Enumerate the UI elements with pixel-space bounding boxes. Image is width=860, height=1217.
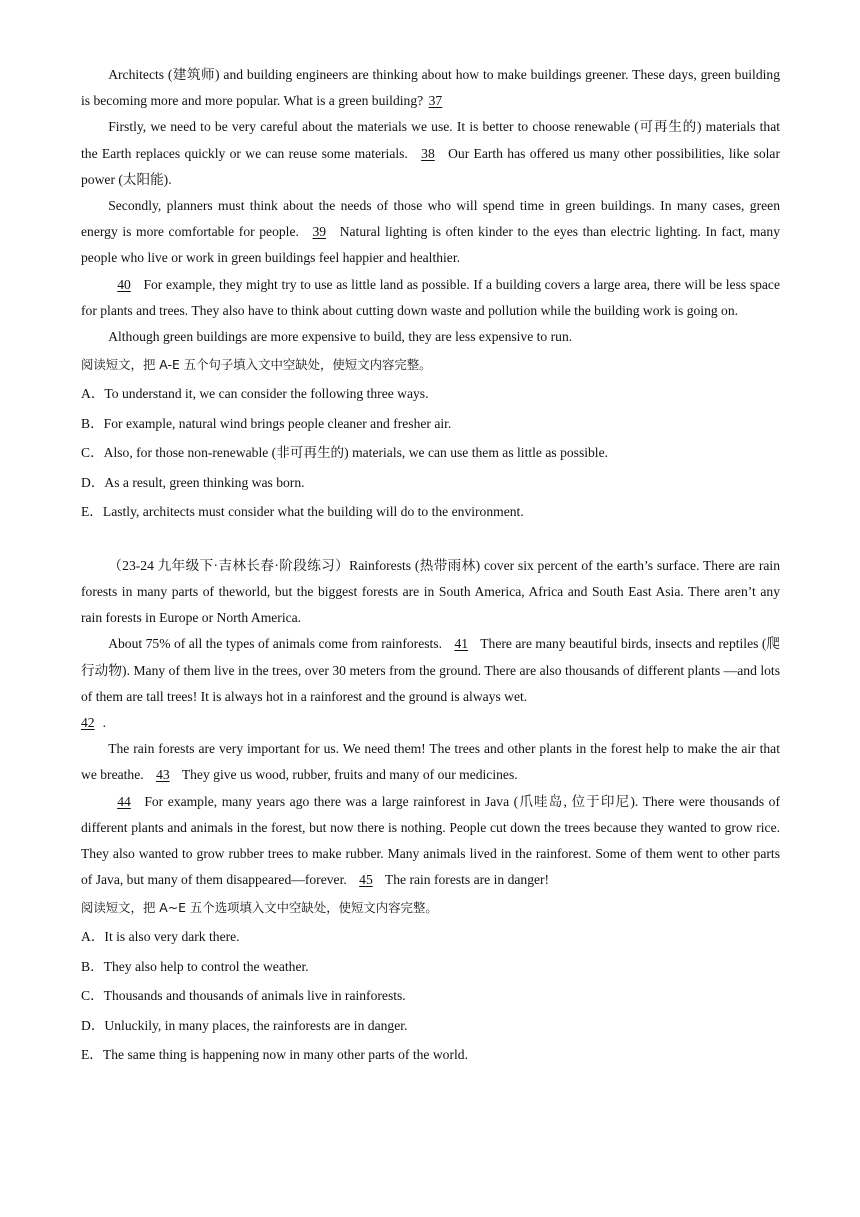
paragraph: 42 . <box>81 710 780 736</box>
option-b: B．For example, natural wind brings people cleaner and fresher air. <box>81 415 452 431</box>
option-a: A．It is also very dark there. <box>81 929 240 945</box>
option-c: C．Also, for those non-renewable (非可再生的) materials, we can use them as little as possible. <box>81 445 609 461</box>
passage-rainforests <box>81 553 780 1070</box>
paragraph: （23-24 九年级下·吉林长春·阶段练习）Rainforests (热带雨林) cover six percent of the earth’s surface. There are rain forests in many parts of theworld, but the biggest forests are in South America, Africa and South East Asia. There aren’t any rain forests in Europe or North America. <box>81 557 780 626</box>
answer-blank-40: 40 <box>117 276 131 292</box>
paragraph: Architects (建筑师) and building engineers are thinking about how to make buildings greener. These days, green building is becoming more and more popular. What is a green building? 37 <box>81 62 780 114</box>
answer-blank-42: 42 <box>81 714 95 730</box>
answer-blank-43: 43 <box>156 767 170 783</box>
answer-blank-38: 38 <box>421 145 435 161</box>
paragraph: Firstly, we need to be very careful about the materials we use. It is better to choose renewable (可再生的) materials that the Earth replaces quickly or we can reuse some materials. 38 Our Earth has offered us many other possibilities, like solar power (太阳能). <box>81 119 780 187</box>
option-b: B．They also help to control the weather. <box>81 958 309 974</box>
instruction: 阅读短文，把 A-E 五个句子填入文中空缺处，使短文内容完整。 <box>81 357 432 373</box>
answer-blank-41: 41 <box>454 636 469 652</box>
option-c: C．Thousands and thousands of animals live in rainforests. <box>81 988 406 1004</box>
paragraph: The rain forests are very important for us. We need them! The trees and other plants in the forest help to make the air that we breathe. 43 They give us wood, rubber, fruits and many of our medicines. <box>81 736 780 788</box>
answer-blank-37: 37 <box>428 93 443 109</box>
answer-blank-45: 45 <box>359 872 373 888</box>
paragraph: Although green buildings are more expensive to build, they are less expensive to run. <box>108 329 573 345</box>
answer-blank-44: 44 <box>117 793 131 809</box>
instruction: 阅读短文，把 A~E 五个选项填入文中空缺处，使短文内容完整。 <box>81 900 438 916</box>
paragraph: Secondly, planners must think about the needs of those who will spend time in green buildings. In many cases, green energy is more comfortable for people. 39 Natural lighting is often kinder to the eyes than electric lighting. In fact, many people who live or work in green buildings feel happier and healthier. <box>81 198 780 266</box>
passage-green-buildings <box>81 62 780 527</box>
paragraph: About 75% of all the types of animals come from rainforests. 41 There are many beautiful birds, insects and reptiles (爬行动物). Many of them live in the trees, over 30 meters from the ground. There are also thousands of different plants —and lots of them are tall trees! It is always hot in a rainforest and the ground is always wet. <box>81 631 780 710</box>
paragraph: 40 For example, they might try to use as little land as possible. If a building covers a large area, there will be less space for plants and trees. They also have to think about cutting down waste and pollution while the building work is going on. <box>81 272 780 324</box>
paragraph: 44 For example, many years ago there was a large rainforest in Java (爪哇岛, 位于印尼). There were thousands of different plants and animals in the forest, but now there is nothing. People cut down the trees because they wanted to grow rice. They also wanted to grow rubber trees to make rubber. Many animals lived in the rainforest. Some of them went to other parts of Java, but many of them disappeared—forever. 45 The rain forests are in danger! <box>81 789 780 894</box>
option-list <box>81 379 780 527</box>
answer-blank-39: 39 <box>312 224 327 240</box>
worksheet-page <box>81 62 780 1070</box>
option-d: D．Unluckily, in many places, the rainforests are in danger. <box>81 1017 408 1033</box>
section-spacer <box>81 527 780 553</box>
option-d: D．As a result, green thinking was born. <box>81 474 305 490</box>
option-e: E．Lastly, architects must consider what the building will do to the environment. <box>81 504 524 520</box>
option-list <box>81 922 780 1070</box>
option-a: A．To understand it, we can consider the following three ways. <box>81 386 429 402</box>
option-e: E．The same thing is happening now in many other parts of the world. <box>81 1047 468 1063</box>
